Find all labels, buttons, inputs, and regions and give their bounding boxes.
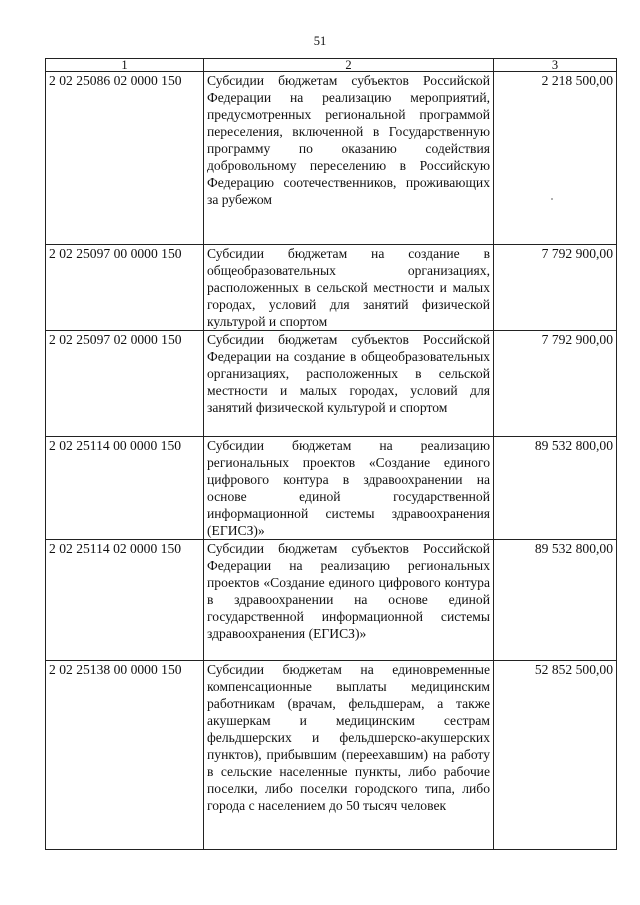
amount-cell: 7 792 900,00	[494, 245, 617, 331]
amount-cell: 2 218 500,00	[494, 72, 617, 245]
description-cell: Субсидии бюджетам субъектов Российской Федерации на реализацию региональных проектов «Создание единого цифрового контура в здравоохранении на основе единой государственной информационной системы здравоохранения (ЕГИСЗ)»	[204, 540, 494, 661]
description-cell: Субсидии бюджетам субъектов Российской Федерации на создание в общеобразовательных организациях, расположенных в сельской местности и малых городах, условий для занятий физической культурой и спортом	[204, 331, 494, 437]
table-row	[46, 331, 617, 437]
column-header-description: 2	[204, 59, 494, 72]
table-header-row	[46, 59, 617, 72]
description-cell: Субсидии бюджетам на реализацию региональных проектов «Создание единого цифрового контура в здравоохранении на основе единой государственной информационной системы здравоохранения (ЕГИСЗ)»	[204, 437, 494, 540]
budget-revenue-table	[45, 58, 617, 850]
column-header-code: 1	[46, 59, 204, 72]
amount-cell: 89 532 800,00	[494, 540, 617, 661]
description-cell: Субсидии бюджетам на единовременные компенсационные выплаты медицинским работникам (врачам, фельдшерам, а также акушеркам и медицинским сестрам фельдшерских и фельдшерско-акушерских пунктов), прибывшим (переехавшим) на работу в сельские населенные пункты, либо рабочие поселки, либо поселки городского типа, либо города с населением до 50 тысяч человек	[204, 661, 494, 850]
page-number: 51	[313, 34, 327, 48]
table-row	[46, 72, 617, 245]
column-header-amount: 3	[494, 59, 617, 72]
description-cell: Субсидии бюджетам субъектов Российской Федерации на реализацию мероприятий, предусмотренных региональной программой переселения, включенной в Государственную программу по оказанию содействия добровольному переселению в Российскую Федерацию соотечественников, проживающих за рубежом	[204, 72, 494, 245]
description-cell: Субсидии бюджетам на создание в общеобразовательных организациях, расположенных в сельской местности и малых городах, условий для занятий физической культурой и спортом	[204, 245, 494, 331]
budget-code-cell: 2 02 25097 02 0000 150	[46, 331, 204, 437]
table-row	[46, 540, 617, 661]
budget-code-cell: 2 02 25114 02 0000 150	[46, 540, 204, 661]
amount-cell: 7 792 900,00	[494, 331, 617, 437]
budget-code-cell: 2 02 25097 00 0000 150	[46, 245, 204, 331]
scan-speck	[551, 198, 553, 200]
amount-cell: 89 532 800,00	[494, 437, 617, 540]
table-row	[46, 661, 617, 850]
budget-code-cell: 2 02 25114 00 0000 150	[46, 437, 204, 540]
amount-cell: 52 852 500,00	[494, 661, 617, 850]
table-row	[46, 245, 617, 331]
budget-code-cell: 2 02 25138 00 0000 150	[46, 661, 204, 850]
table-row	[46, 437, 617, 540]
budget-code-cell: 2 02 25086 02 0000 150	[46, 72, 204, 245]
